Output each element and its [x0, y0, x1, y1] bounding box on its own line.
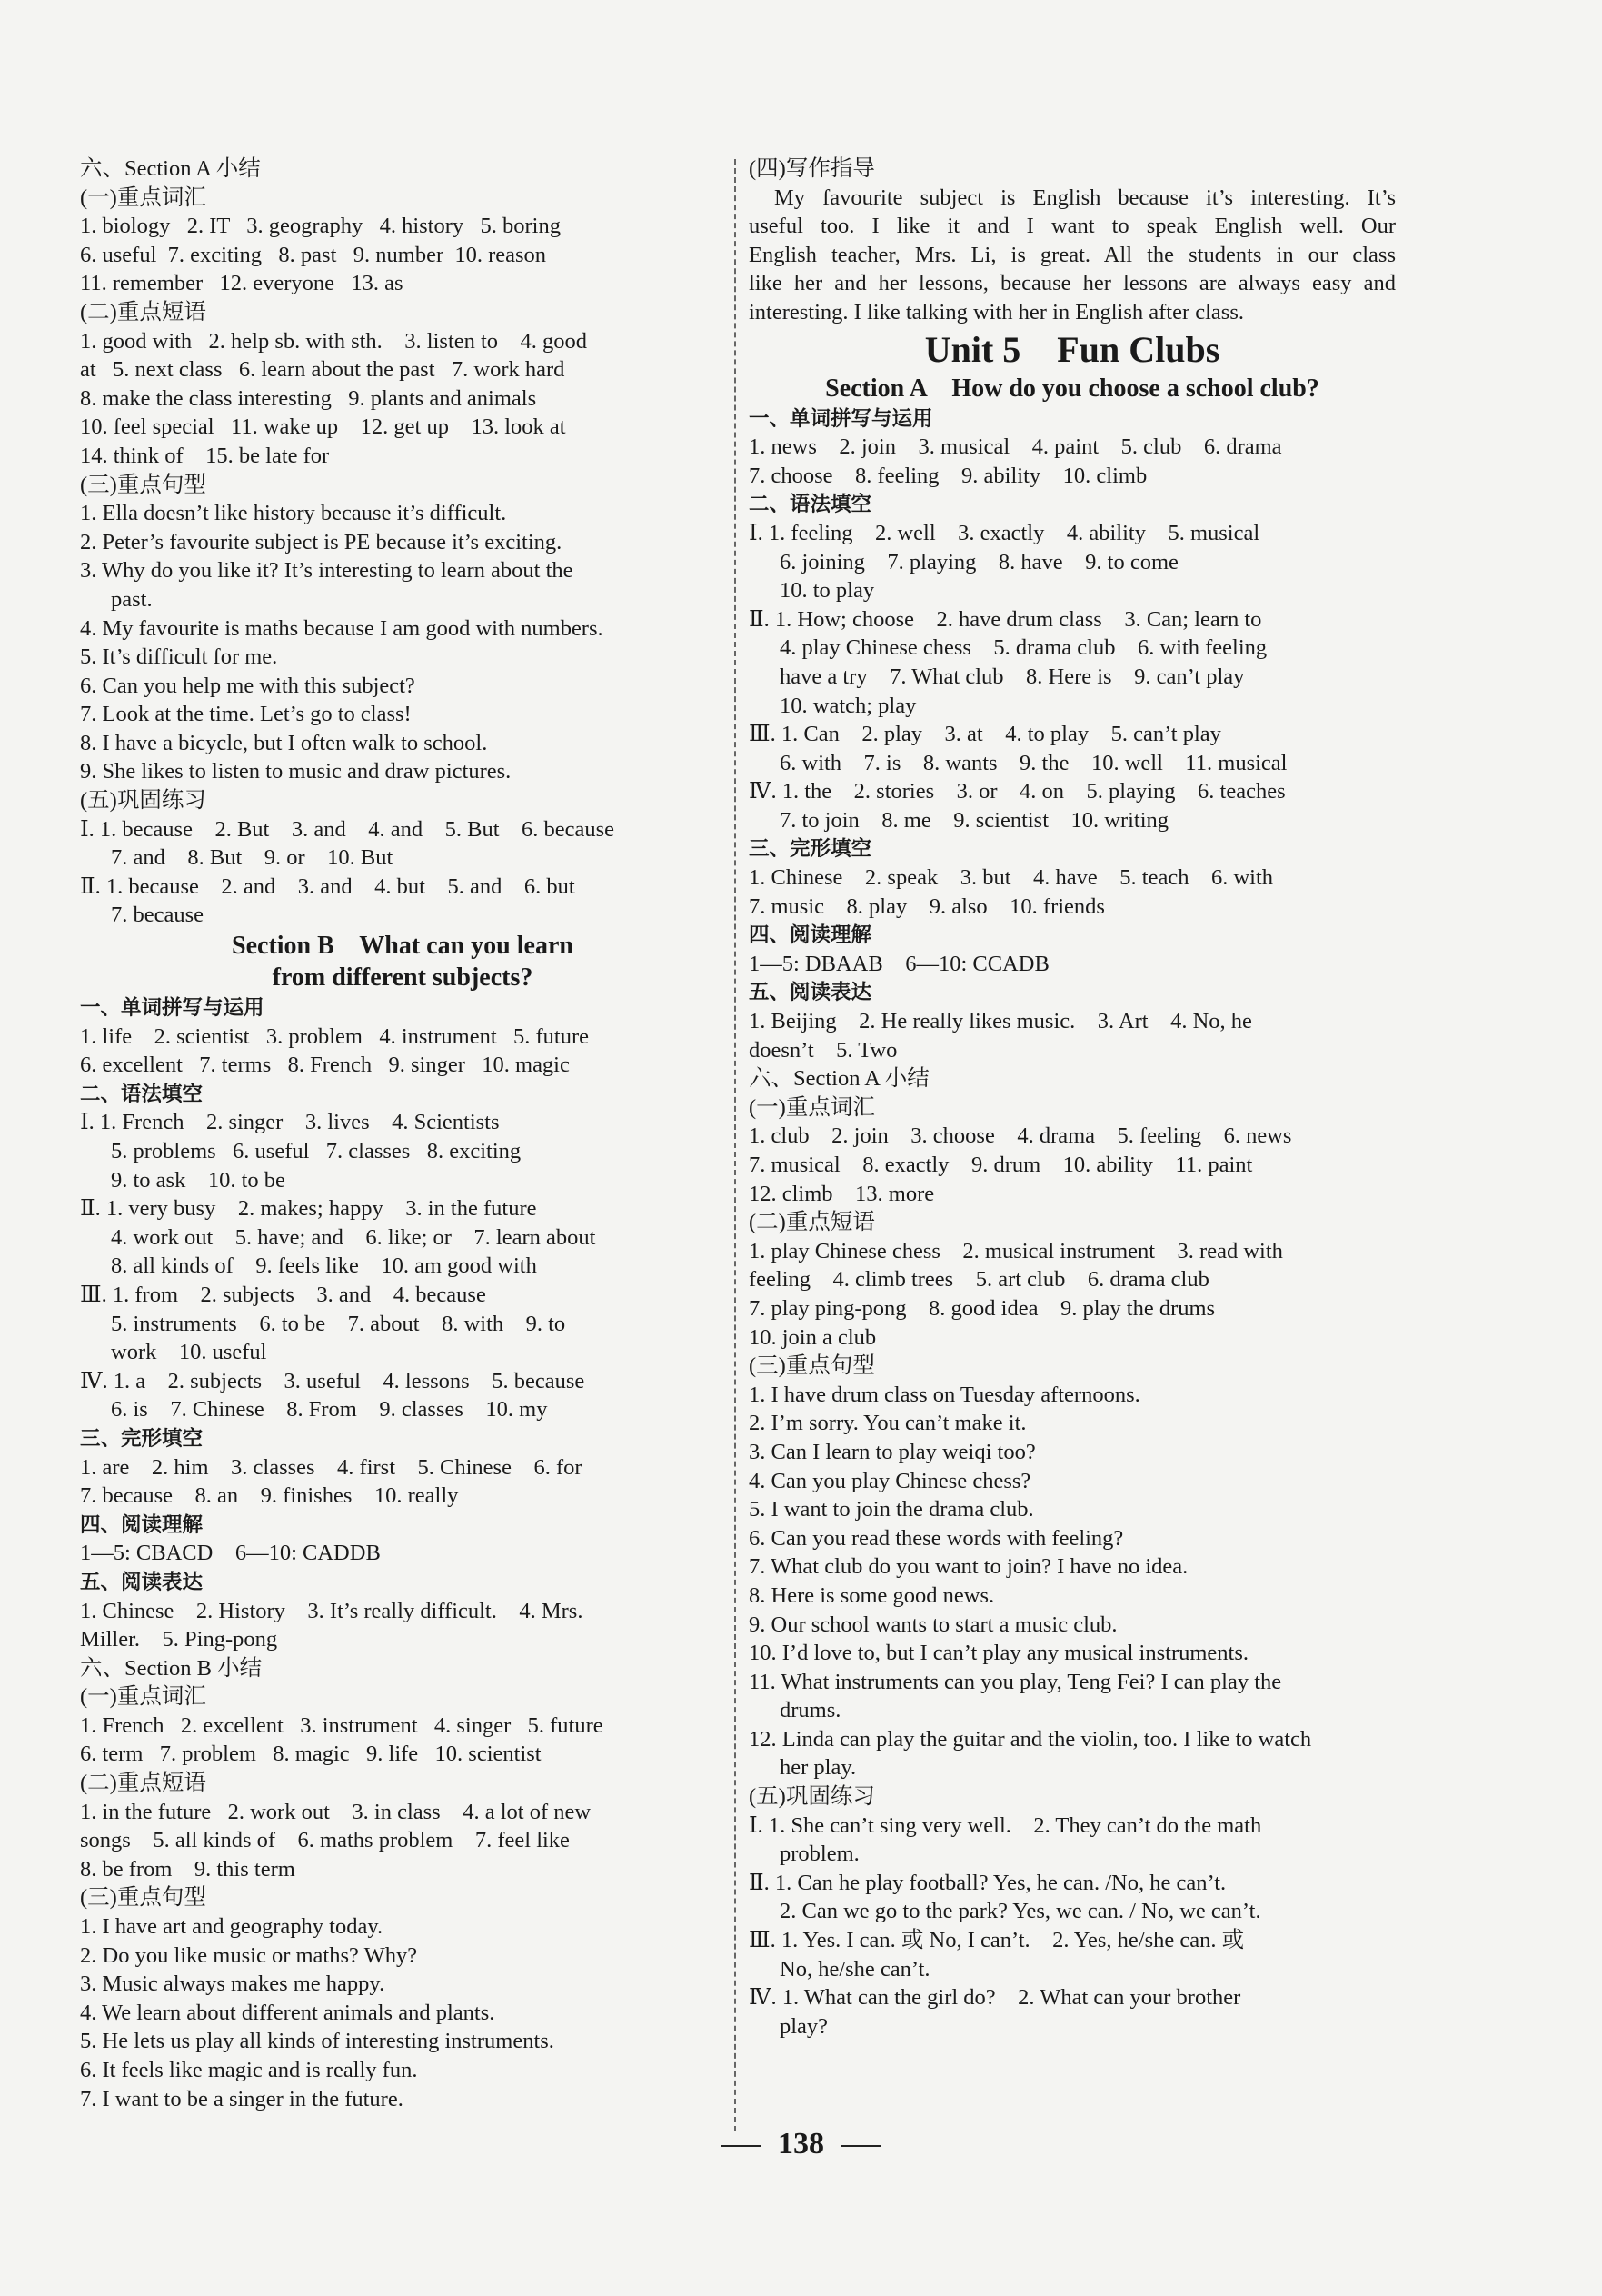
left-line: 5. He lets us play all kinds of interesting instruments.	[80, 2029, 554, 2054]
left-line: 10. feel special 11. wake up 12. get up 13. look at	[80, 414, 566, 440]
right-line: 一、单词拼写与运用	[749, 406, 933, 430]
left-line: 4. work out 5. have; and 6. like; or 7. learn about	[111, 1224, 596, 1250]
right-line: 四、阅读理解	[749, 923, 872, 947]
left-line: 1. good with 2. help sb. with sth. 3. listen to 4. good	[80, 328, 588, 354]
right-line: 五、阅读表达	[749, 981, 872, 1004]
right-line: (三)重点句型	[749, 1353, 875, 1379]
left-line: (三)重点句型	[80, 472, 206, 497]
right-line: feeling 4. climb trees 5. art club 6. drama club	[749, 1267, 1209, 1293]
left-line: past.	[111, 586, 153, 612]
right-line: 1. Beijing 2. He really likes music. 3. Art 4. No, he	[749, 1009, 1252, 1034]
right-line: 1—5: DBAAB 6—10: CCADB	[749, 951, 1050, 976]
left-line: 7. because	[111, 903, 204, 928]
left-line: 8. I have a bicycle, but I often walk to school.	[80, 730, 488, 755]
right-line: 5. I want to join the drama club.	[749, 1497, 1034, 1522]
left-line: 1. biology 2. IT 3. geography 4. history 5. boring	[80, 214, 561, 239]
right-line: Ⅱ. 1. Can he play football? Yes, he can. /No, he can’t.	[749, 1870, 1227, 1895]
right-line: 8. Here is some good news.	[749, 1582, 995, 1608]
right-line: her play.	[780, 1755, 857, 1781]
right-line: English teacher, Mrs. Li, is great. All the students in our class	[749, 242, 1396, 267]
right-line: 二、语法填空	[749, 493, 872, 516]
left-line: at 5. next class 6. learn about the past 7. work hard	[80, 357, 565, 383]
right-line: 7. play ping-pong 8. good idea 9. play the drums	[749, 1295, 1216, 1321]
left-line: 4. My favourite is maths because I am good with numbers.	[80, 615, 603, 641]
right-line: 10. I’d love to, but I can’t play any musical instruments.	[749, 1641, 1249, 1666]
left-line: (二)重点短语	[80, 299, 206, 324]
left-line: 6. is 7. Chinese 8. From 9. classes 10. my	[111, 1397, 548, 1423]
page-footer	[0, 2127, 1602, 2161]
left-line: 6. term 7. problem 8. magic 9. life 10. scientist	[80, 1742, 542, 1767]
left-line: 一、单词拼写与运用	[80, 996, 264, 1020]
right-line: useful too. I like it and I want to speak English well. Our	[749, 214, 1396, 239]
left-line: 7. Look at the time. Let’s go to class!	[80, 702, 412, 727]
left-line: Ⅱ. 1. because 2. and 3. and 4. but 5. and 6. but	[80, 873, 575, 899]
left-line: 9. to ask 10. to be	[111, 1167, 285, 1193]
right-line: Ⅱ. 1. How; choose 2. have drum class 3. Can; learn to	[749, 606, 1262, 632]
right-line: problem.	[780, 1842, 860, 1867]
left-line: (三)重点句型	[80, 1885, 206, 1911]
left-line: 1. are 2. him 3. classes 4. first 5. Chinese 6. for	[80, 1454, 582, 1480]
left-line: 2. Do you like music or maths? Why?	[80, 1942, 418, 1968]
right-line: 6. Can you read these words with feeling?	[749, 1525, 1124, 1551]
left-line: 5. problems 6. useful 7. classes 8. exciting	[111, 1139, 522, 1163]
left-line: 6. Can you help me with this subject?	[80, 673, 415, 698]
right-line: 1. Chinese 2. speak 3. but 4. have 5. teach 6. with	[749, 865, 1274, 891]
left-line: 五、阅读表达	[80, 1570, 204, 1593]
right-line: Ⅲ. 1. Can 2. play 3. at 4. to play 5. can’t play	[749, 722, 1221, 747]
left-line: 1. Ella doesn’t like history because it’s difficult.	[80, 501, 507, 526]
left-line: Ⅱ. 1. very busy 2. makes; happy 3. in the future	[80, 1196, 537, 1222]
right-line: interesting. I like talking with her in English after class.	[749, 299, 1244, 324]
left-line: Ⅲ. 1. from 2. subjects 3. and 4. because	[80, 1282, 486, 1307]
right-line: 10. watch; play	[780, 693, 917, 718]
left-line: 8. be from 9. this term	[80, 1856, 295, 1882]
left-line: 4. We learn about different animals and plants.	[80, 2000, 495, 2025]
right-line: 9. Our school wants to start a music club.	[749, 1612, 1118, 1637]
right-line: 7. music 8. play 9. also 10. friends	[749, 893, 1105, 919]
right-line: 1. play Chinese chess 2. musical instrument 3. read with	[749, 1238, 1283, 1263]
left-line: 六、Section A 小结	[80, 156, 261, 181]
left-column	[80, 155, 725, 2113]
right-line: 12. Linda can play the guitar and the violin, too. I like to watch	[749, 1726, 1312, 1752]
right-line: 三、完形填空	[749, 837, 872, 861]
left-line: 8. all kinds of 9. feels like 10. am good with	[111, 1253, 537, 1279]
left-line: 1. I have art and geography today.	[80, 1914, 383, 1940]
left-line: Ⅰ. 1. because 2. But 3. and 4. and 5. But 6. because	[80, 816, 615, 842]
right-line: 3. Can I learn to play weiqi too?	[749, 1439, 1036, 1464]
right-column	[749, 155, 1396, 2041]
right-line: doesn’t 5. Two	[749, 1037, 898, 1063]
left-line: 1. French 2. excellent 3. instrument 4. singer 5. future	[80, 1712, 603, 1738]
left-line: 二、语法填空	[80, 1082, 204, 1105]
right-line: drums.	[780, 1698, 841, 1723]
left-line: Section B What can you learn	[232, 932, 573, 961]
right-line: 1. I have drum class on Tuesday afternoons.	[749, 1382, 1140, 1407]
left-line: 7. I want to be a singer in the future.	[80, 2086, 403, 2111]
left-line: 5. It’s difficult for me.	[80, 644, 278, 670]
right-line: 7. to join 8. me 9. scientist 10. writing	[780, 807, 1169, 833]
left-line: 8. make the class interesting 9. plants and animals	[80, 385, 537, 411]
left-line: Miller. 5. Ping-pong	[80, 1627, 278, 1652]
left-line: from different subjects?	[272, 963, 533, 993]
left-line: 1. in the future 2. work out 3. in class 4. a lot of new	[80, 1799, 592, 1824]
left-line: 四、阅读理解	[80, 1512, 204, 1536]
left-line: 6. useful 7. exciting 8. past 9. number 10. reason	[80, 242, 547, 267]
left-line: 9. She likes to listen to music and draw pictures.	[80, 759, 512, 784]
left-line: songs 5. all kinds of 6. maths problem 7. feel like	[80, 1828, 570, 1853]
right-line: 1. club 2. join 3. choose 4. drama 5. feeling 6. news	[749, 1123, 1292, 1149]
left-line: Ⅰ. 1. French 2. singer 3. lives 4. Scientists	[80, 1110, 500, 1135]
right-line: 6. joining 7. playing 8. have 9. to come	[780, 549, 1179, 574]
right-line: 7. What club do you want to join? I have no idea.	[749, 1554, 1189, 1580]
right-line: Ⅲ. 1. Yes. I can. 或 No, I can’t. 2. Yes, he/she can. 或	[749, 1928, 1245, 1953]
left-line: (一)重点词汇	[80, 185, 206, 210]
right-line: Ⅰ. 1. She can’t sing very well. 2. They can’t do the math	[749, 1812, 1262, 1838]
left-line: Ⅳ. 1. a 2. subjects 3. useful 4. lessons 5. because	[80, 1368, 585, 1393]
left-line: 11. remember 12. everyone 13. as	[80, 271, 403, 296]
right-line: My favourite subject is English because it’s interesting. It’s	[774, 185, 1396, 210]
right-line: (四)写作指导	[749, 156, 875, 181]
right-line: like her and her lessons, because her lessons are always easy and	[749, 271, 1396, 296]
left-line: work 10. useful	[111, 1340, 267, 1365]
right-line: 7. choose 8. feeling 9. ability 10. climb	[749, 463, 1148, 488]
left-line: 六、Section B 小结	[80, 1655, 263, 1681]
left-line: 7. because 8. an 9. finishes 10. really	[80, 1483, 459, 1509]
right-line: (二)重点短语	[749, 1210, 875, 1235]
left-line: 2. Peter’s favourite subject is PE because it’s exciting.	[80, 529, 562, 554]
left-line: 3. Music always makes me happy.	[80, 1972, 385, 1997]
left-line: (五)巩固练习	[80, 788, 206, 814]
left-line: 1—5: CBACD 6—10: CADDB	[80, 1541, 381, 1566]
right-line: (一)重点词汇	[749, 1094, 875, 1120]
right-line: play?	[780, 2013, 829, 2039]
left-line: 三、完形填空	[80, 1426, 204, 1450]
right-line: 4. play Chinese chess 5. drama club 6. with feeling	[780, 635, 1268, 661]
right-line: 12. climb 13. more	[749, 1181, 935, 1206]
left-line: 6. It feels like magic and is really fun.	[80, 2058, 418, 2082]
right-line: 2. I’m sorry. You can’t make it.	[749, 1411, 1027, 1436]
column-divider	[734, 159, 736, 2131]
left-line: 7. and 8. But 9. or 10. But	[111, 845, 393, 871]
footer-dash-left	[721, 2145, 761, 2147]
left-line: 5. instruments 6. to be 7. about 8. with 9. to	[111, 1311, 566, 1336]
right-line: 六、Section A 小结	[749, 1066, 930, 1092]
right-line: Unit 5 Fun Clubs	[924, 328, 1220, 370]
left-line: 14. think of 15. be late for	[80, 443, 330, 468]
right-line: 10. join a club	[749, 1324, 877, 1350]
right-line: 7. musical 8. exactly 9. drum 10. ability 11. paint	[749, 1153, 1253, 1177]
right-line: 11. What instruments can you play, Teng Fei? I can play the	[749, 1669, 1282, 1694]
right-line: Ⅰ. 1. feeling 2. well 3. exactly 4. ability 5. musical	[749, 520, 1260, 545]
right-line: 2. Can we go to the park? Yes, we can. / No, we can’t.	[780, 1899, 1261, 1924]
right-line: (五)巩固练习	[749, 1784, 875, 1810]
right-line: 1. news 2. join 3. musical 4. paint 5. club 6. drama	[749, 434, 1282, 460]
left-line: 3. Why do you like it? It’s interesting to learn about the	[80, 558, 573, 584]
right-line: have a try 7. What club 8. Here is 9. can’t play	[780, 664, 1245, 689]
footer-dash-right	[841, 2145, 881, 2147]
right-line: Ⅳ. 1. What can the girl do? 2. What can your brother	[749, 1985, 1241, 2011]
right-line: 4. Can you play Chinese chess?	[749, 1468, 1031, 1493]
left-line: (二)重点短语	[80, 1771, 206, 1796]
right-line: 10. to play	[780, 578, 875, 604]
left-line: 6. excellent 7. terms 8. French 9. singer 10. magic	[80, 1053, 570, 1078]
left-line: 1. life 2. scientist 3. problem 4. instrument 5. future	[80, 1023, 590, 1049]
right-line: Ⅳ. 1. the 2. stories 3. or 4. on 5. playing 6. teaches	[749, 779, 1286, 804]
right-line: 6. with 7. is 8. wants 9. the 10. well 11. musical	[780, 750, 1288, 775]
page-number: 138	[778, 2127, 824, 2161]
left-line: 1. Chinese 2. History 3. It’s really difficult. 4. Mrs.	[80, 1598, 583, 1623]
right-line: No, he/she can’t.	[780, 1956, 930, 1982]
left-line: (一)重点词汇	[80, 1684, 206, 1710]
right-line: Section A How do you choose a school club?	[825, 374, 1319, 403]
